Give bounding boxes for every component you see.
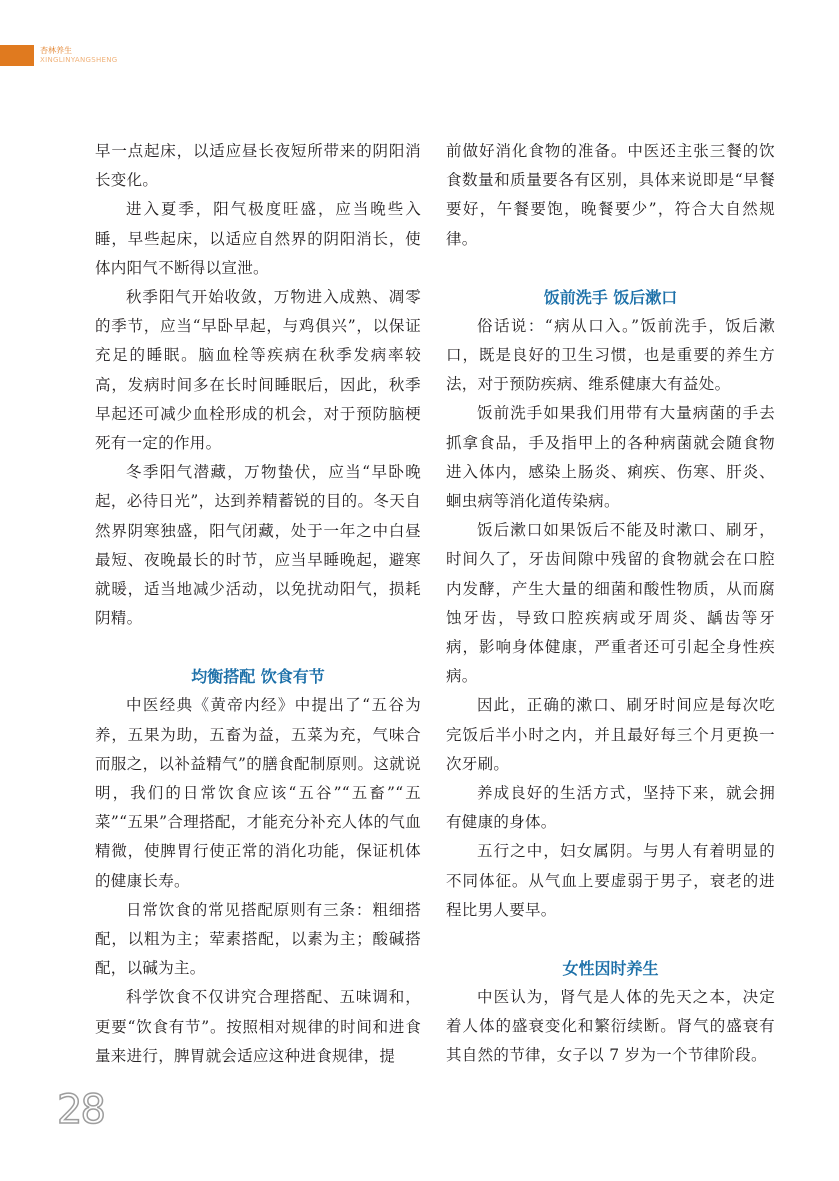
paragraph: 饭后漱口如果饭后不能及时漱口、刷牙，时间久了，牙齿间隙中残留的食物就会在口腔内发酵，产生大量的细菌和酸性物质，从而腐蚀牙齿，导致口腔疾病或牙周炎、龋齿等牙病，影响身体健康，严重者还可引起全身性疾病。 <box>446 521 775 686</box>
paragraph: 科学饮食不仅讲究合理搭配、五味调和，更要“饮食有节”。按照相对规律的时间和进食量来进行，脾胃就会适应这种进食规律，提 <box>95 988 421 1065</box>
paragraph: 因此，正确的漱口、刷牙时间应是每次吃完饭后半小时之内，并且最好每三个月更换一次牙刷。 <box>446 696 775 773</box>
paragraph: 中医认为，肾气是人体的先天之本，决定着人体的盛衰变化和繁衍续断。肾气的盛衰有其自然的节律，女子以 7 岁为一个节律阶段。 <box>446 988 775 1065</box>
paragraph: 秋季阳气开始收敛，万物进入成熟、凋零的季节，应当“早卧早起，与鸡俱兴”，以保证充足的睡眠。脑血栓等疾病在秋季发病率较高，发病时间多在长时间睡眠后，因此，秋季早起还可减少血栓形成的机会，对于预防脑梗死有一定的作用。 <box>95 288 421 453</box>
paragraph: 日常饮食的常见搭配原则有三条：粗细搭配，以粗为主；荤素搭配，以素为主；酸碱搭配，以碱为主。 <box>95 900 421 978</box>
paragraph: 五行之中，妇女属阴。与男人有着明显的不同体征。从气血上要虚弱于男子，衰老的进程比男人要早。 <box>446 842 775 919</box>
section-heading: 均衡搭配 饮食有节 <box>191 667 325 687</box>
paragraph: 饭前洗手如果我们用带有大量病菌的手去抓拿食品，手及指甲上的各种病菌就会随食物进入体内，感染上肠炎、痢疾、伤寒、肝炎、蛔虫病等消化道传染病。 <box>446 404 775 511</box>
header-accent-bar <box>0 45 34 66</box>
page-number: 28 <box>57 1087 104 1133</box>
paragraph: 冬季阳气潜藏，万物蛰伏，应当“早卧晚起，必待日光”，达到养精蓄锐的目的。冬天自然界阴寒独盛，阳气闭藏，处于一年之中白昼最短、夜晚最长的时节，应当早睡晚起，避寒就暖，适当地减少活动，以免扰动阳气，损耗阴精。 <box>95 463 421 628</box>
paragraph: 养成良好的生活方式，坚持下来，就会拥有健康的身体。 <box>446 784 775 832</box>
section-heading: 饭前洗手 饭后漱口 <box>543 287 678 307</box>
paragraph: 早一点起床，以适应昼长夜短所带来的阴阳消长变化。 <box>95 142 421 190</box>
left-column <box>95 137 421 1071</box>
paragraph: 俗话说：“病从口入。”饭前洗手，饭后漱口，既是良好的卫生习惯，也是重要的养生方法，对于预防疾病、维系健康大有益处。 <box>446 316 775 394</box>
section-title: 杏林养生 <box>40 46 72 55</box>
section-title-pinyin: XINGLINYANGSHENG <box>40 56 118 64</box>
paragraph: 进入夏季，阳气极度旺盛，应当晚些入睡，早些起床，以适应自然界的阴阳消长，使体内阳气不断得以宣泄。 <box>95 200 421 277</box>
section-heading: 女性因时养生 <box>562 959 659 979</box>
right-column <box>446 137 775 1071</box>
paragraph: 中医经典《黄帝内经》中提出了“五谷为养，五果为助，五畜为益，五菜为充，气味合而服之，以补益精气”的膳食配制原则。这就说明，我们的日常饮食应该“五谷”“五畜”“五菜”“五果”合理搭配，才能充分补充人体的气血精微，使脾胃行使正常的消化功能，保证机体的健康长寿。 <box>95 696 421 890</box>
paragraph: 前做好消化食物的准备。中医还主张三餐的饮食数量和质量要各有区别，具体来说即是“早餐要好，午餐要饱，晚餐要少”，符合大自然规律。 <box>446 142 775 248</box>
